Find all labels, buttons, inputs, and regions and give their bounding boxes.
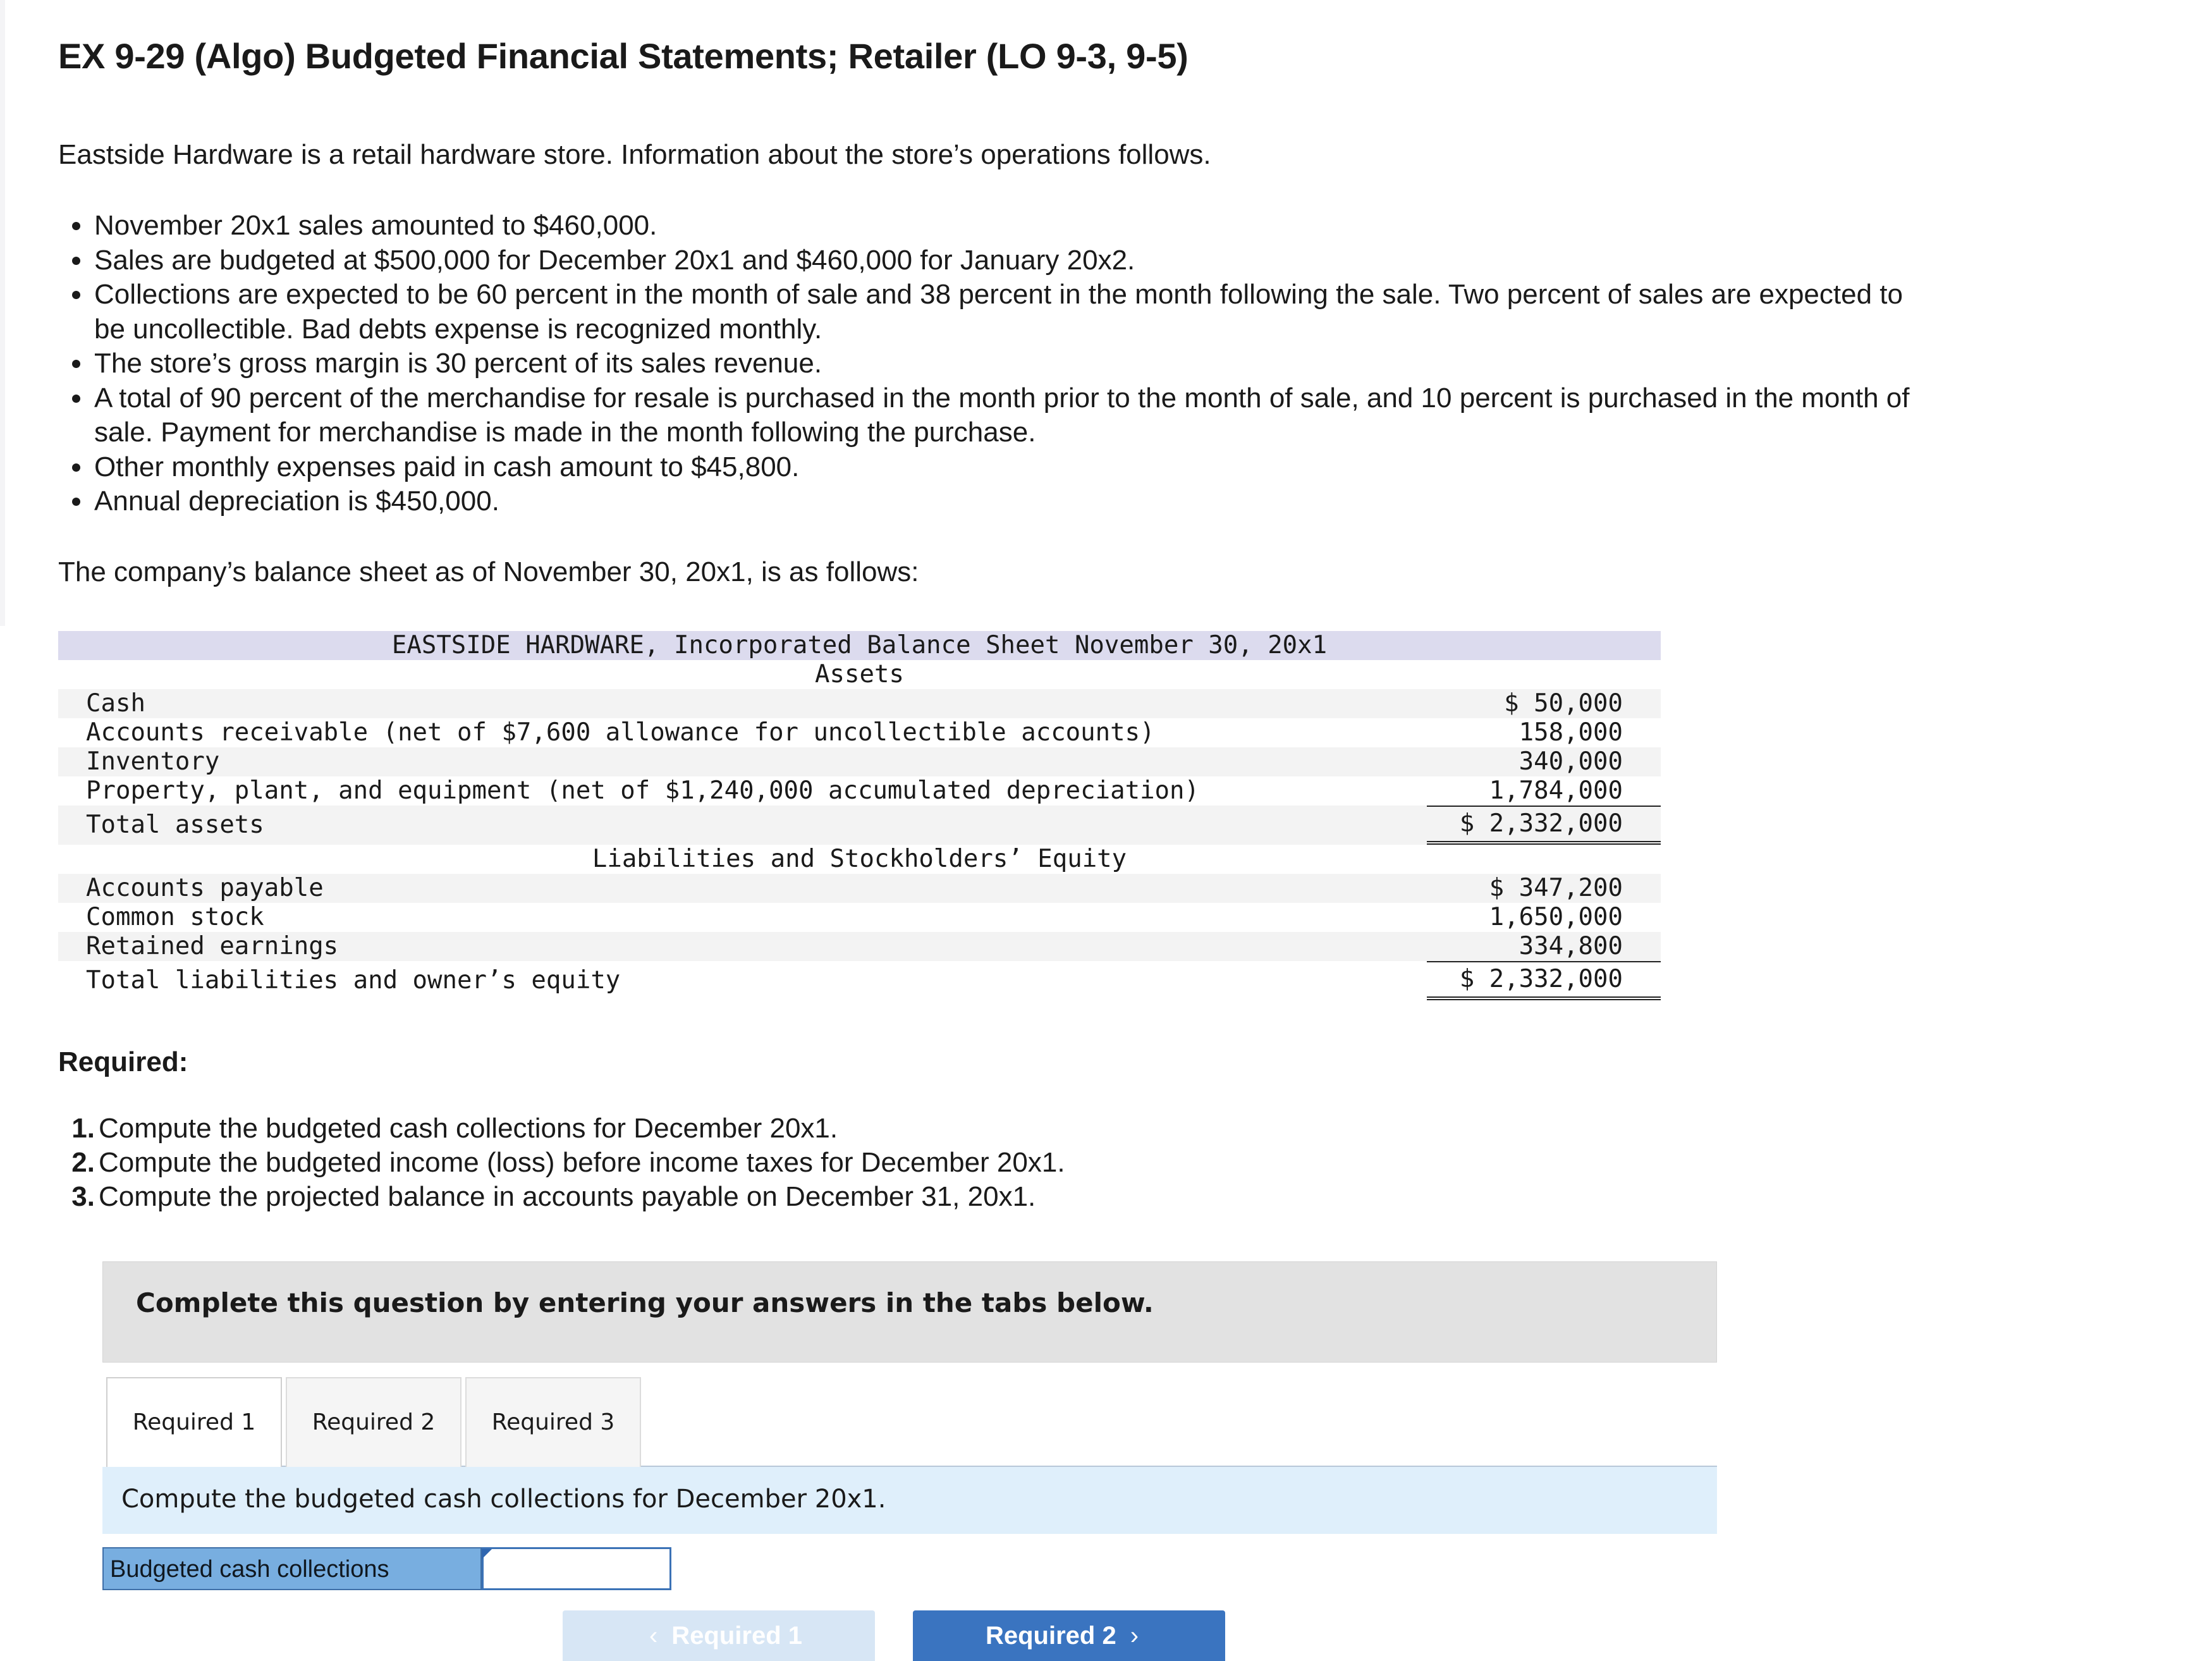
budgeted-cash-collections-input[interactable] (482, 1547, 671, 1590)
tab-required-1[interactable]: Required 1 (106, 1377, 282, 1469)
answer-label: Budgeted cash collections (110, 1556, 389, 1583)
row-amount: 1,650,000 (1489, 903, 1623, 931)
instruction-text: Complete this question by entering your answers in the tabs below. (136, 1287, 1154, 1318)
required-heading: Required: (58, 1046, 188, 1077)
bullet-item: • November 20x1 sales amounted to $460,000. (93, 209, 1926, 243)
table-row (58, 747, 1661, 776)
row-amount: 340,000 (1518, 747, 1623, 776)
prev-required-button[interactable] (563, 1610, 875, 1661)
row-label: Property, plant, and equipment (net of $1,240,000 accumulated depreciation) (86, 776, 1199, 805)
intro-text: Eastside Hardware is a retail hardware store. Information about the store’s operations follows. (58, 139, 1211, 170)
bullet-item: • A total of 90 percent of the merchandise for resale is purchased in the month prior to the month of sale, and 10 percent is purchased in the month of sale. Payment for merchandise is made in the month following the purchase. (93, 381, 1926, 450)
left-edge-strip (0, 0, 5, 626)
item-text: Compute the budgeted cash collections for December 20x1. (99, 1113, 838, 1144)
next-required-button[interactable] (913, 1610, 1225, 1661)
table-row (58, 874, 1661, 903)
liabilities-heading: Liabilities and Stockholders’ Equity (592, 845, 1127, 873)
prev-button-label: Required 1 (671, 1622, 803, 1650)
row-label: Total liabilities and owner’s equity (86, 966, 621, 995)
item-number: 2. (71, 1147, 95, 1178)
instruction-panel (102, 1261, 1717, 1363)
tab-required-3[interactable]: Required 3 (465, 1377, 641, 1467)
balance-sheet-table (58, 631, 1661, 1000)
item-number: 3. (71, 1181, 95, 1212)
required-list (58, 1112, 1065, 1214)
item-text: Compute the budgeted income (loss) before income taxes for December 20x1. (99, 1147, 1065, 1178)
row-label: Common stock (86, 903, 264, 931)
table-row (58, 932, 1661, 961)
row-label: Accounts receivable (net of $7,600 allowance for uncollectible accounts) (86, 718, 1155, 747)
answer-label-cell (102, 1547, 482, 1590)
row-amount: $ 50,000 (1504, 689, 1623, 718)
row-amount: $ 2,332,000 (1427, 806, 1661, 845)
assets-heading: Assets (815, 660, 904, 689)
info-bullet-list (58, 209, 1926, 519)
table-row (58, 718, 1661, 747)
row-label: Retained earnings (86, 932, 339, 960)
chevron-left-icon: ‹ (649, 1622, 658, 1650)
total-liabilities-row (58, 961, 1661, 1000)
row-amount: $ 2,332,000 (1427, 961, 1661, 1000)
question-prompt: Compute the budgeted cash collections for December 20x1. (121, 1485, 886, 1514)
bullet-item: • Sales are budgeted at $500,000 for December 20x1 and $460,000 for January 20x2. (93, 243, 1926, 278)
table-row (58, 689, 1661, 718)
page-title: EX 9-29 (Algo) Budgeted Financial Statements; Retailer (LO 9-3, 9-5) (58, 36, 1188, 76)
row-amount: 158,000 (1518, 718, 1623, 747)
balance-sheet-title: EASTSIDE HARDWARE, Incorporated Balance Sheet November 30, 20x1 (58, 631, 1661, 660)
tab-required-2[interactable]: Required 2 (286, 1377, 461, 1467)
balance-sheet-intro: The company’s balance sheet as of November 30, 20x1, is as follows: (58, 556, 919, 587)
list-item (58, 1146, 1065, 1180)
bullet-item: • The store’s gross margin is 30 percent of its sales revenue. (93, 346, 1926, 381)
row-amount: 334,800 (1427, 932, 1661, 962)
row-label: Cash (86, 689, 145, 718)
list-item (58, 1112, 1065, 1146)
row-label: Total assets (86, 811, 264, 839)
question-prompt-bar (102, 1467, 1717, 1534)
next-button-label: Required 2 (985, 1622, 1116, 1650)
input-flag-marker (482, 1549, 492, 1559)
item-number: 1. (71, 1113, 95, 1144)
table-row (58, 903, 1661, 932)
bullet-item: • Other monthly expenses paid in cash amount to $45,800. (93, 450, 1926, 485)
table-row (58, 776, 1661, 806)
list-item (58, 1180, 1065, 1214)
bullet-item: • Annual depreciation is $450,000. (93, 484, 1926, 519)
row-label: Accounts payable (86, 874, 324, 902)
row-amount: $ 347,200 (1489, 874, 1623, 902)
item-text: Compute the projected balance in accounts payable on December 31, 20x1. (99, 1181, 1036, 1212)
total-assets-row (58, 806, 1661, 845)
row-amount: 1,784,000 (1427, 776, 1661, 807)
chevron-right-icon: › (1130, 1622, 1139, 1650)
row-label: Inventory (86, 747, 220, 776)
bullet-item: • Collections are expected to be 60 percent in the month of sale and 38 percent in the month following the sale. Two percent of sales are expected to be uncollectible. Bad debts expense is recognized monthly. (93, 278, 1926, 346)
